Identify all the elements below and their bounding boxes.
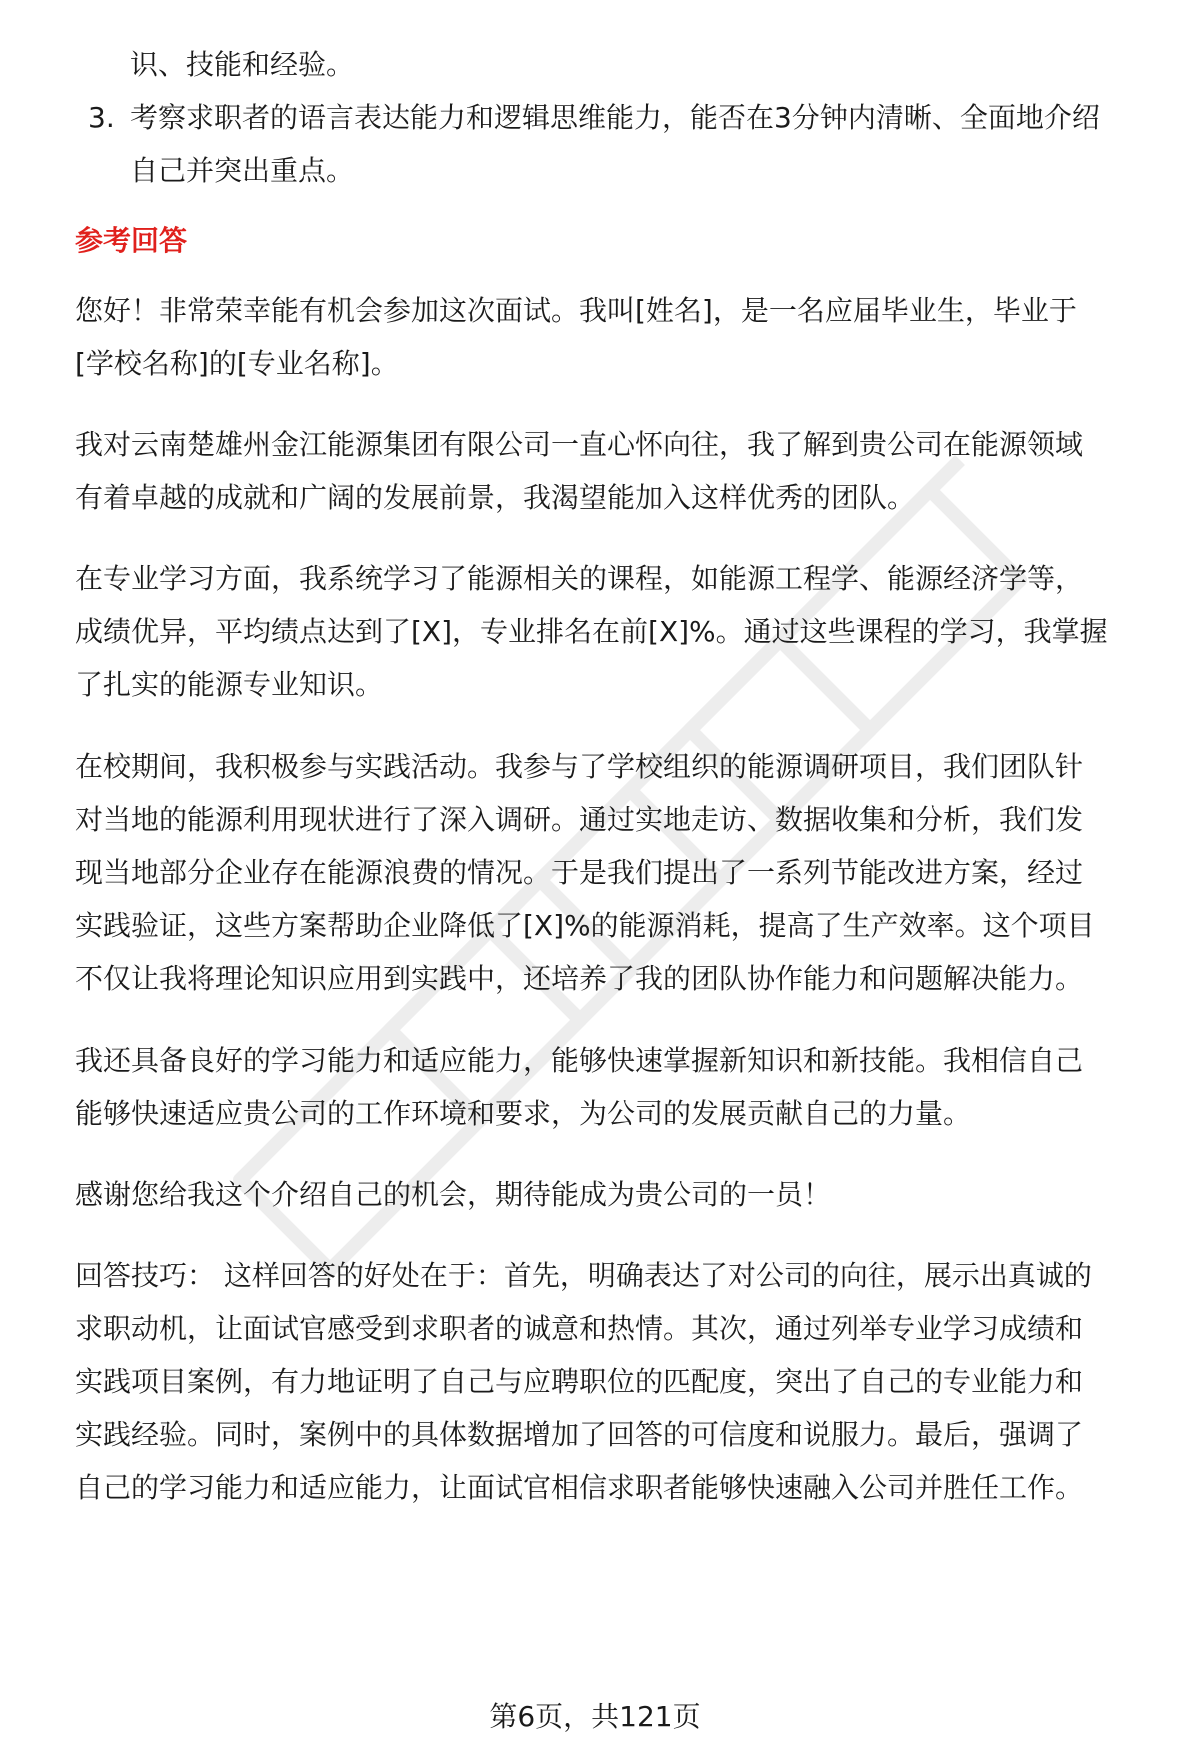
list-item-3-line-1: 考察求职者的语言表达能力和逻辑思维能力，能否在3分钟内清晰、全面地介绍 — [130, 101, 1100, 134]
paragraph-4-line-4: 实践验证，这些方案帮助企业降低了[X]%的能源消耗，提高了生产效率。这个项目 — [75, 909, 1095, 942]
list-item-3-number: 3. — [88, 101, 115, 134]
paragraph-4-line-1: 在校期间，我积极参与实践活动。我参与了学校组织的能源调研项目，我们团队针 — [75, 750, 1084, 783]
tips-line-1: 回答技巧： 这样回答的好处在于：首先，明确表达了对公司的向往，展示出真诚的 — [75, 1259, 1092, 1292]
paragraph-3-line-2: 成绩优异，平均绩点达到了[X]，专业排名在前[X]%。通过这些课程的学习，我掌握 — [75, 615, 1108, 648]
list-item-3-line-2: 自己并突出重点。 — [130, 154, 355, 187]
tips-line-5: 自己的学习能力和适应能力，让面试官相信求职者能够快速融入公司并胜任工作。 — [75, 1471, 1084, 1504]
list-item-2-tail: 识、技能和经验。 — [130, 48, 355, 81]
paragraph-5-line-2: 能够快速适应贵公司的工作环境和要求，为公司的发展贡献自己的力量。 — [75, 1097, 972, 1130]
paragraph-3-line-1: 在专业学习方面，我系统学习了能源相关的课程，如能源工程学、能源经济学等， — [75, 562, 1084, 595]
tips-line-2: 求职动机，让面试官感受到求职者的诚意和热情。其次，通过列举专业学习成绩和 — [75, 1312, 1084, 1345]
paragraph-2-line-2: 有着卓越的成就和广阔的发展前景，我渴望能加入这样优秀的团队。 — [75, 481, 916, 514]
paragraph-1-line-2: [学校名称]的[专业名称]。 — [75, 347, 399, 380]
paragraph-4-line-5: 不仅让我将理论知识应用到实践中，还培养了我的团队协作能力和问题解决能力。 — [75, 962, 1084, 995]
paragraph-3-line-3: 了扎实的能源专业知识。 — [75, 668, 384, 701]
paragraph-2-line-1: 我对云南楚雄州金江能源集团有限公司一直心怀向往，我了解到贵公司在能源领域 — [75, 428, 1084, 461]
paragraph-1-line-1: 您好！非常荣幸能有机会参加这次面试。我叫[姓名]，是一名应届毕业生，毕业于 — [75, 294, 1077, 327]
paragraph-6-line-1: 感谢您给我这个介绍自己的机会，期待能成为贵公司的一员！ — [75, 1178, 832, 1211]
paragraph-4-line-2: 对当地的能源利用现状进行了深入调研。通过实地走访、数据收集和分析，我们发 — [75, 803, 1084, 836]
paragraph-4-line-3: 现当地部分企业存在能源浪费的情况。于是我们提出了一系列节能改进方案，经过 — [75, 856, 1084, 889]
tips-line-3: 实践项目案例，有力地证明了自己与应聘职位的匹配度，突出了自己的专业能力和 — [75, 1365, 1084, 1398]
paragraph-5-line-1: 我还具备良好的学习能力和适应能力，能够快速掌握新知识和新技能。我相信自己 — [75, 1044, 1084, 1077]
page-indicator: 第6页，共121页 — [489, 1700, 701, 1733]
tips-line-4: 实践经验。同时，案例中的具体数据增加了回答的可信度和说服力。最后，强调了 — [75, 1418, 1084, 1451]
section-heading-reference-answer: 参考回答 — [75, 224, 188, 257]
